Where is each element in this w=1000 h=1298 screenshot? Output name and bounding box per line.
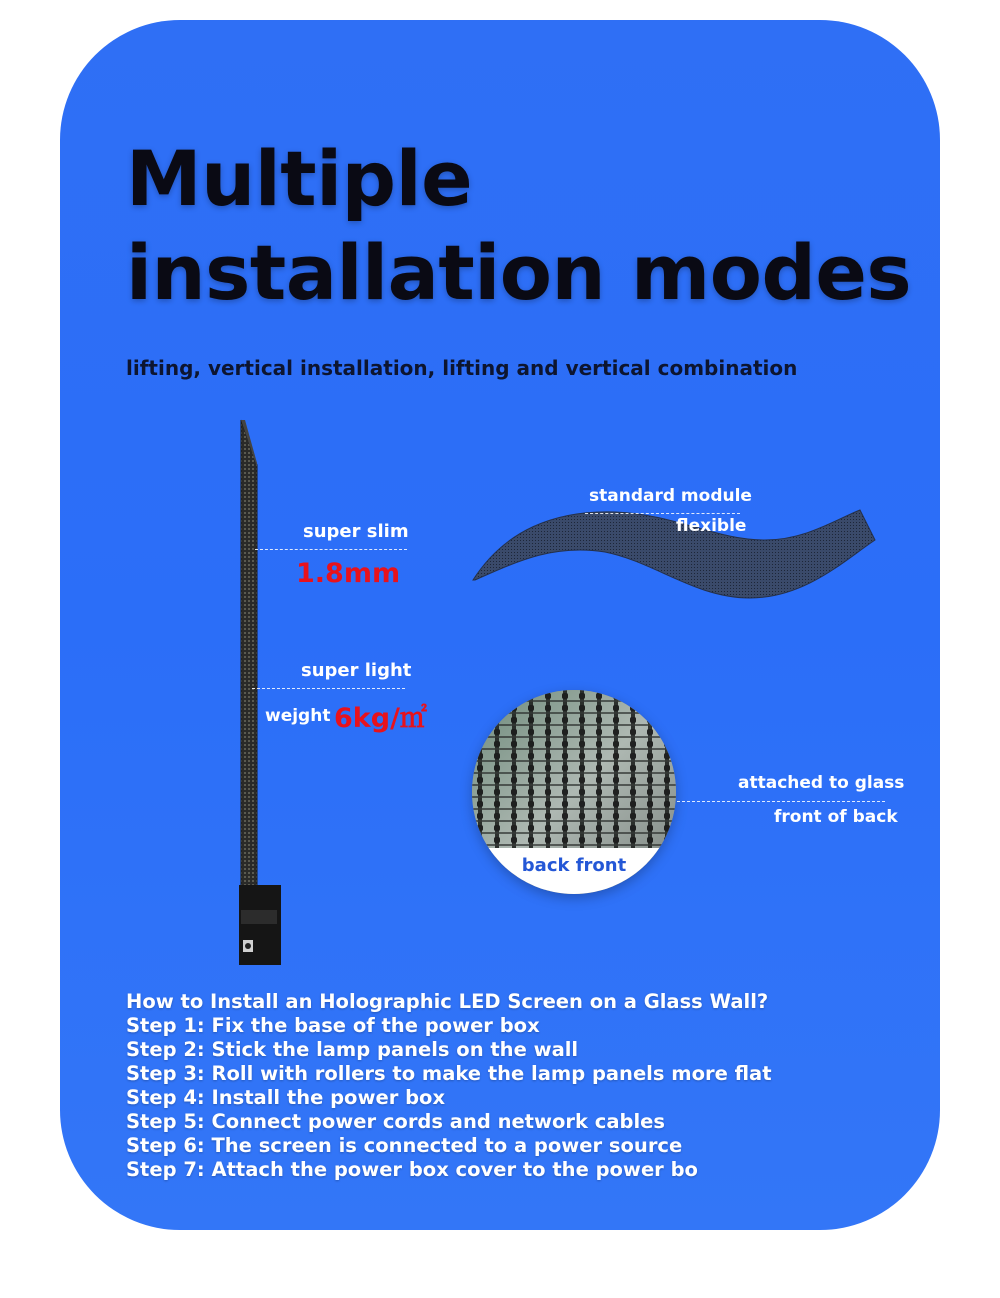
installation-steps (126, 990, 772, 1182)
flexible-label: flexible (676, 516, 747, 536)
weight-value: 6kg/㎡ (334, 703, 427, 734)
attached-to-glass-label: attached to glass (738, 773, 905, 793)
title-line-2: installation modes (126, 228, 912, 317)
super-light-label: super light (301, 660, 412, 681)
weight-label: wejght (265, 706, 331, 726)
steps-heading: How to Install an Holographic LED Screen on a Glass Wall? (126, 990, 769, 1013)
back-front-caption: back front (472, 848, 676, 894)
flexible-module-image (465, 500, 885, 640)
vertical-led-panel-image (235, 415, 295, 975)
page-title (126, 132, 911, 320)
standard-module-label: standard module (589, 486, 752, 506)
step-1: Step 1: Fix the base of the power box (126, 1014, 540, 1037)
slim-value: 1.8mm (296, 558, 401, 589)
super-slim-label: super slim (303, 521, 409, 542)
step-5: Step 5: Connect power cords and network cables (126, 1110, 665, 1133)
title-line-1: Multiple (126, 134, 473, 223)
super-slim-divider (255, 549, 407, 550)
super-light-divider (252, 688, 405, 689)
feature-card (60, 20, 940, 1230)
module-divider (585, 513, 740, 514)
glass-divider (677, 801, 885, 802)
glass-detail-image (472, 690, 676, 894)
step-4: Step 4: Install the power box (126, 1086, 446, 1109)
step-2: Step 2: Stick the lamp panels on the wall (126, 1038, 579, 1061)
subtitle: lifting, vertical installation, lifting and vertical combination (126, 356, 798, 380)
step-6: Step 6: The screen is connected to a power source (126, 1134, 683, 1157)
front-of-back-label: front of back (774, 807, 898, 827)
step-3: Step 3: Roll with rollers to make the lamp panels more flat (126, 1062, 772, 1085)
step-7: Step 7: Attach the power box cover to the power bo (126, 1158, 698, 1181)
